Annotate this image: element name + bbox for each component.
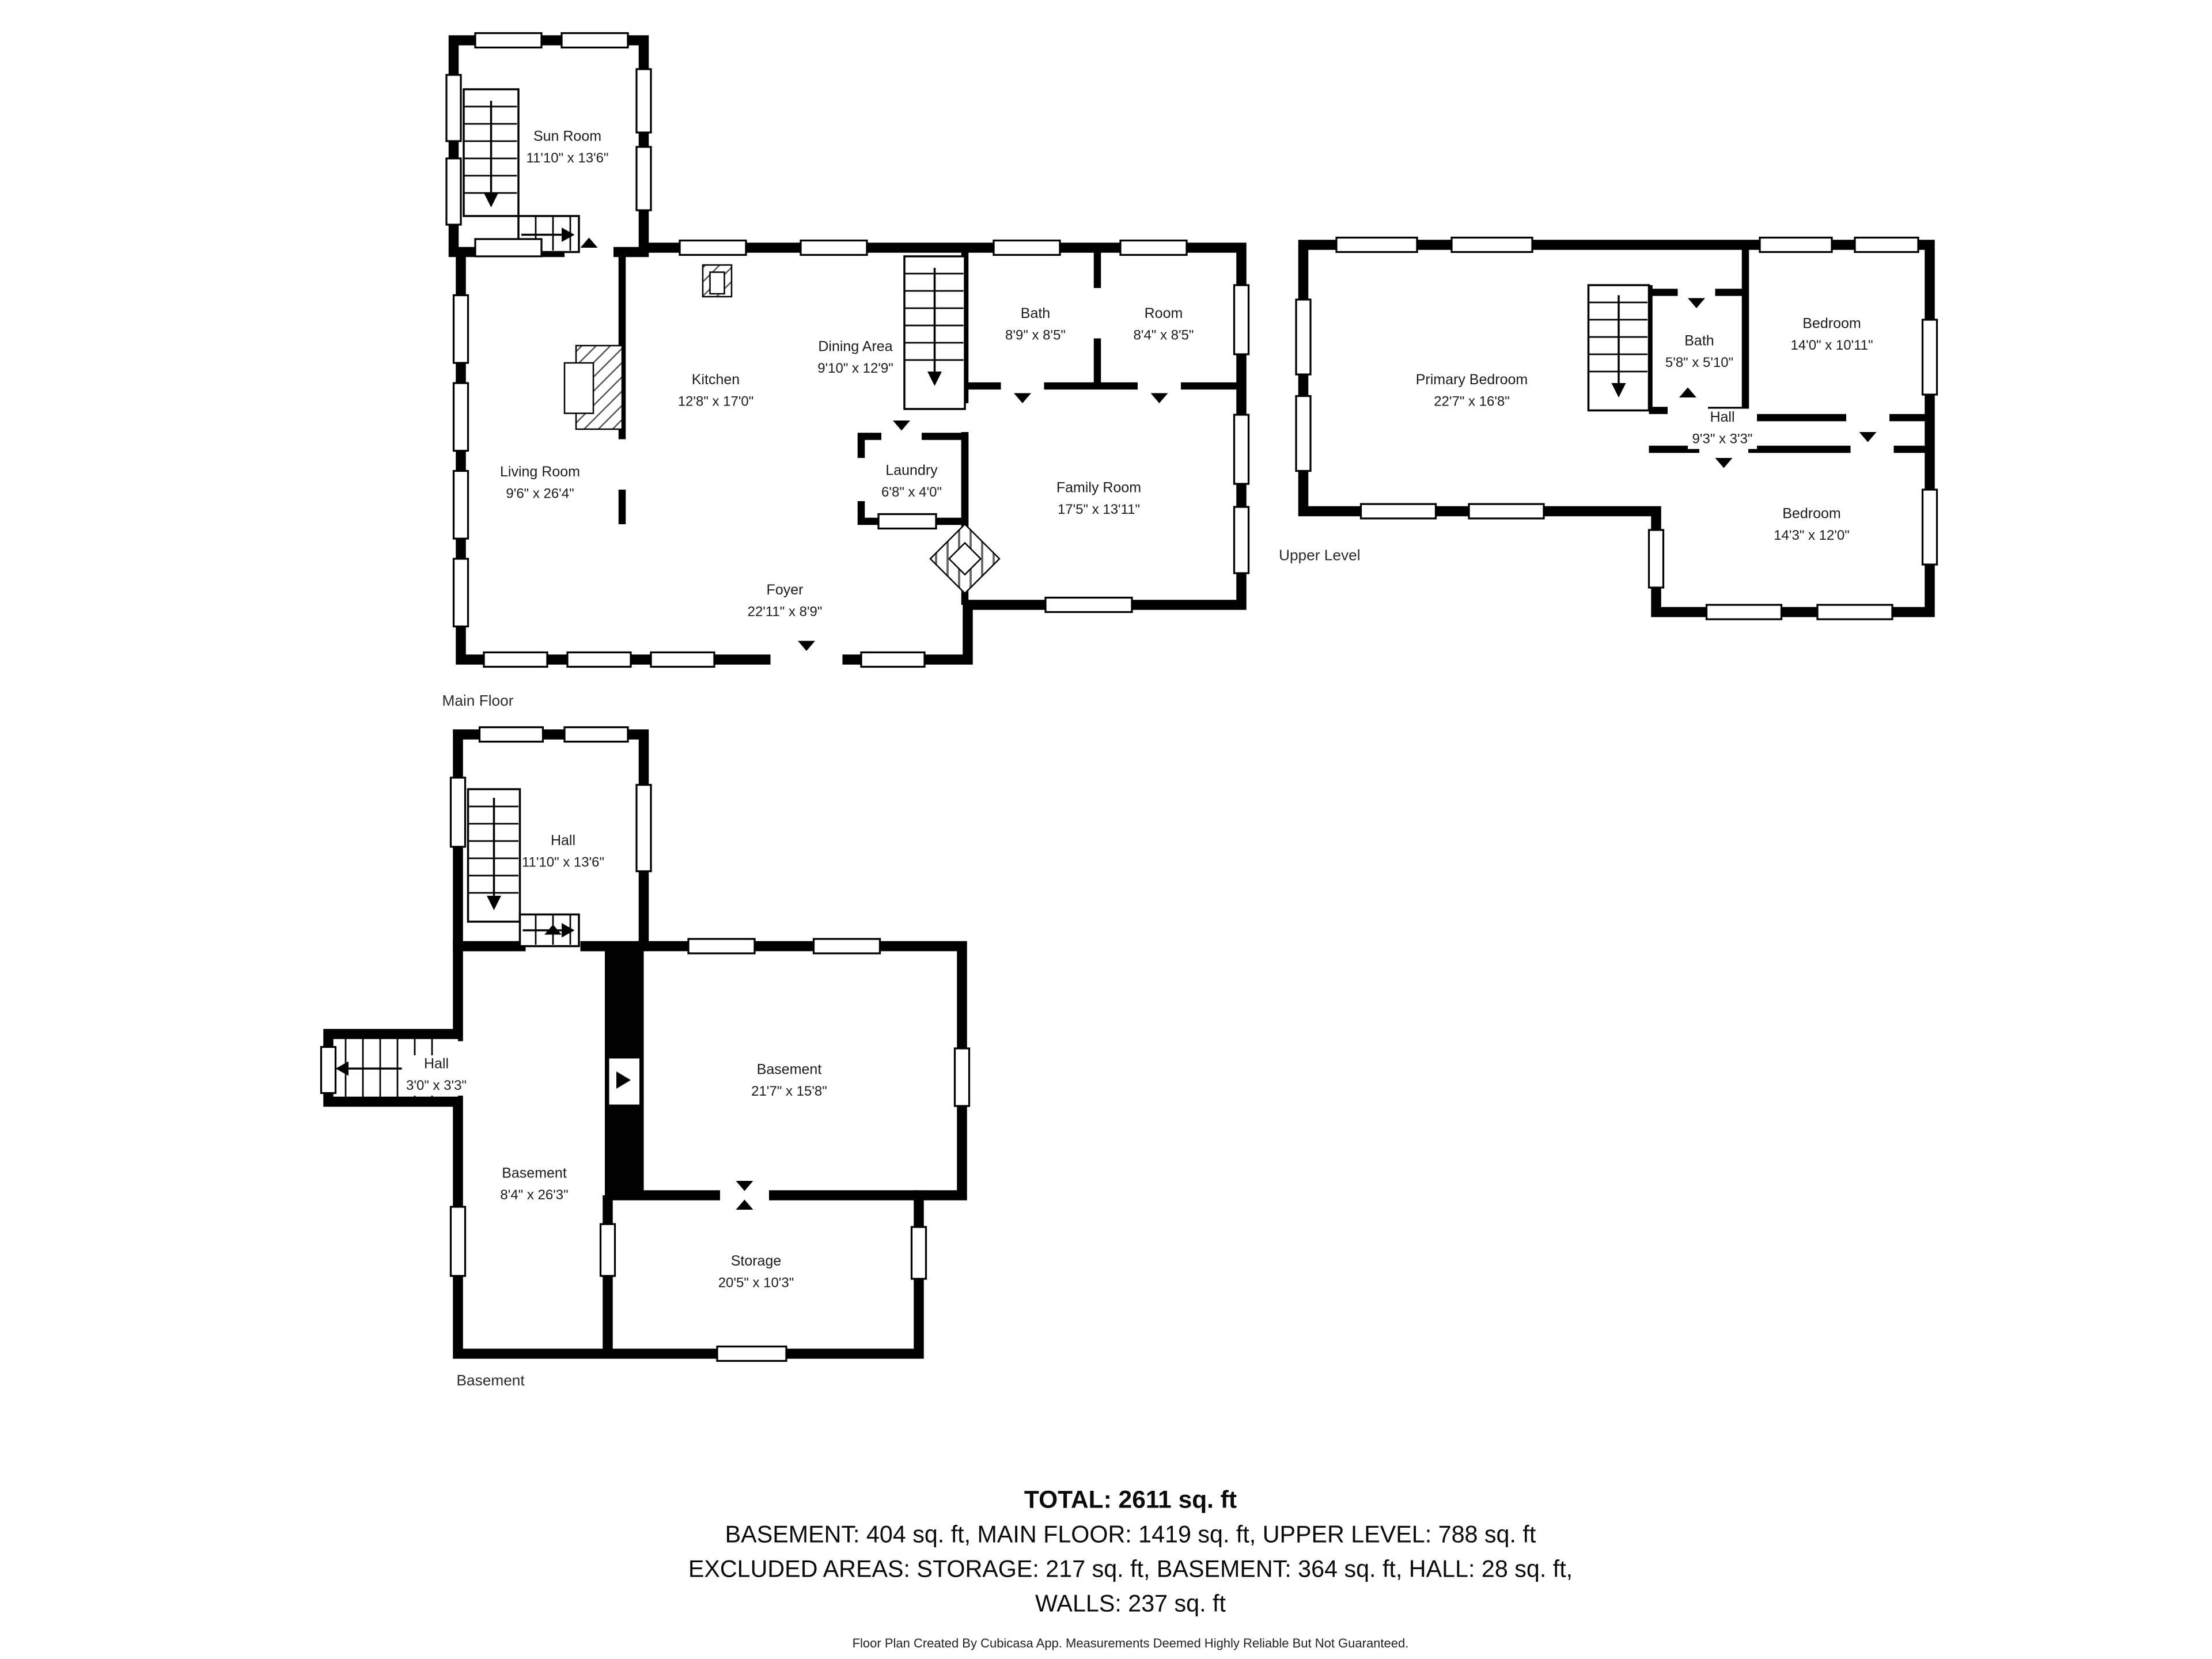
room-name: Basement [502,1166,567,1182]
stairs-icon [1589,285,1649,411]
walls-area-text: WALLS: 237 sq. ft [1035,1591,1226,1618]
room-dims: 11'10" x 13'6" [521,854,605,870]
room-name: Storage [730,1253,782,1270]
room-dims: 5'8" x 5'10" [1665,354,1734,371]
room-dims: 21'7" x 15'8" [751,1083,827,1100]
room-dims: 9'6" x 26'4" [506,486,574,502]
room-name: Bath [1020,306,1051,323]
room-name: Room [1144,306,1183,323]
room-label-foyer [748,581,823,622]
room-dims: 3'0" x 3'3" [406,1077,467,1094]
room-label-hall-upper [1688,408,1757,449]
room-dims: 9'3" x 3'3" [1692,431,1753,447]
floor-label-main-floor: Main Floor [442,692,514,710]
room-name: Basement [756,1062,822,1078]
room-name: Primary Bedroom [1415,372,1528,389]
room-label-sun-room [526,128,608,169]
room-dims: 8'4" x 26'3" [500,1187,569,1203]
room-dims: 12'8" x 17'0" [677,393,754,410]
room-name: Bath [1684,334,1714,350]
room-name: Laundry [885,463,938,479]
room-label-bath-upper [1665,332,1733,373]
room-dims: 17'5" x 13'11" [1057,501,1141,518]
room-dims: 14'0" x 10'11" [1790,337,1873,354]
room-name: Foyer [766,582,804,599]
room-label-family-room [1056,479,1141,520]
room-label-dining-area [817,338,893,379]
room-name: Sun Room [533,129,602,145]
floor-label-basement: Basement [456,1372,525,1390]
basement-plan [321,728,969,1361]
room-dims: 8'9" x 8'5" [1005,327,1066,343]
room-name: Hall [1710,410,1735,426]
room-name: Kitchen [691,372,740,389]
room-name: Hall [423,1056,449,1073]
room-name: Family Room [1056,480,1142,497]
room-dims: 8'4" x 8'5" [1133,327,1194,343]
room-label-room [1134,305,1194,346]
upper-level-plan [1296,238,1937,620]
room-name: Bedroom [1782,506,1841,522]
room-dims: 11'10" x 13'6" [526,150,609,166]
room-label-storage [718,1252,794,1293]
disclaimer-text: Floor Plan Created By Cubicasa App. Measurements Deemed Highly Reliable But Not Guaranteed. [852,1636,1409,1650]
stairs-icon [904,256,965,409]
room-label-basement-hall [522,832,604,873]
floor-areas-text: BASEMENT: 404 sq. ft, MAIN FLOOR: 1419 sq. ft, UPPER LEVEL: 788 sq. ft [725,1522,1536,1548]
chimney-icon [703,265,732,297]
excluded-areas-text: EXCLUDED AREAS: STORAGE: 217 sq. ft, BASEMENT: 364 sq. ft, HALL: 28 sq. ft, [688,1556,1573,1583]
room-name: Hall [550,833,576,850]
room-name: Living Room [500,464,580,481]
room-dims: 14'3" x 12'0" [1774,527,1850,544]
room-label-primary-bedroom [1416,371,1528,412]
room-dims: 22'7" x 16'8" [1434,393,1510,410]
room-label-basement-main [751,1061,827,1102]
floor-label-upper-level: Upper Level [1279,547,1361,565]
room-dims: 9'10" x 12'9" [817,360,893,377]
room-label-bedroom-front [1790,315,1873,356]
room-label-kitchen [678,371,754,412]
room-label-basement-narrow [500,1165,568,1206]
room-dims: 20'5" x 10'3" [718,1275,794,1291]
room-label-bath-main [1005,305,1066,346]
room-name: Bedroom [1802,316,1861,332]
room-label-bedroom-rear [1774,505,1850,546]
room-label-basement-hall-side [402,1055,471,1096]
room-dims: 6'8" x 4'0" [881,484,942,501]
room-name: Dining Area [818,339,893,355]
area-summary [25,1482,2212,1622]
total-area-text: TOTAL: 2611 sq. ft [1024,1486,1237,1514]
room-label-living-room [500,463,580,504]
room-label-laundry [881,462,942,503]
room-dims: 22'11" x 8'9" [747,604,823,620]
